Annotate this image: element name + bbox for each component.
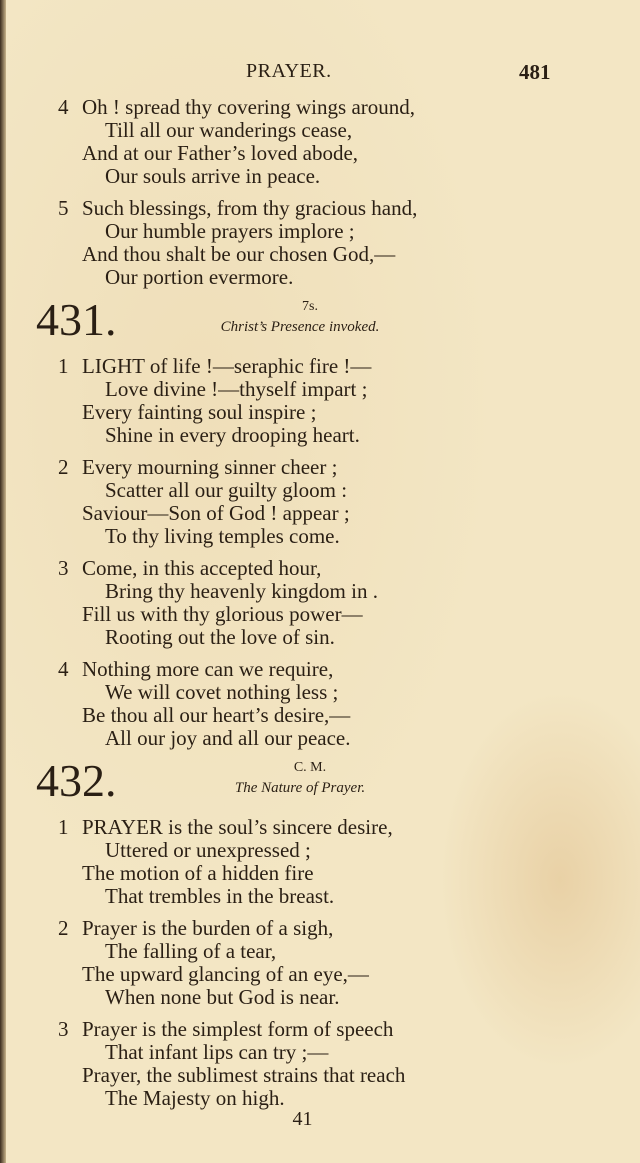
section-title: PRAYER. [246, 60, 332, 82]
verse-line [0, 220, 640, 243]
page-body [0, 96, 640, 1119]
verse-text: And thou shalt be our chosen God,— [82, 242, 396, 266]
verse-line [0, 502, 640, 525]
verse-line [0, 917, 640, 940]
verse-text: PRAYER is the soul’s sincere desire, [82, 815, 393, 839]
verse-text: Every fainting soul inspire ; [82, 400, 317, 424]
verse-line [0, 885, 640, 908]
verse-line [0, 1041, 640, 1064]
verse-line [0, 681, 640, 704]
stanza-number: 1 [58, 815, 69, 839]
stanza-number: 3 [58, 556, 69, 580]
verse-text: The falling of a tear, [105, 939, 277, 963]
hymn-heading [0, 294, 640, 355]
verse-text: Our portion evermore. [105, 265, 294, 289]
verse-text: Prayer is the burden of a sigh, [82, 916, 334, 940]
verse-text: Every mourning sinner cheer ; [82, 455, 338, 479]
stanza-number: 1 [58, 354, 69, 378]
stanza [0, 96, 640, 188]
verse-text: Our humble prayers implore ; [105, 219, 355, 243]
verse-line [0, 479, 640, 502]
stanza-number: 2 [58, 916, 69, 940]
verse-line [0, 580, 640, 603]
page-number: 481 [519, 60, 551, 84]
verse-text: Shine in every drooping heart. [105, 423, 360, 447]
verse-line [0, 266, 640, 289]
verse-line [0, 243, 640, 266]
verse-line [0, 165, 640, 188]
verse-text: Prayer, the sublimest strains that reach [82, 1063, 406, 1087]
verse-line [0, 704, 640, 727]
verse-text: The motion of a hidden fire [82, 861, 314, 885]
signature-mark: 41 [292, 1108, 313, 1130]
stanza [0, 557, 640, 649]
hymn-meter: C. M. [293, 760, 327, 775]
verse-line [0, 96, 640, 119]
stanza [0, 658, 640, 750]
verse-text: We will covet nothing less ; [105, 680, 339, 704]
verse-text: Oh ! spread thy covering wings around, [82, 95, 416, 119]
verse-line [0, 816, 640, 839]
verse-line [0, 401, 640, 424]
verse-line [0, 603, 640, 626]
verse-text: The Majesty on high. [105, 1086, 285, 1110]
verse-text: That infant lips can try ;— [105, 1040, 329, 1064]
verse-line [0, 963, 640, 986]
verse-text: And at our Father’s loved abode, [82, 141, 359, 165]
verse-text: Saviour—Son of God ! appear ; [82, 501, 350, 525]
stanza-number: 4 [58, 657, 69, 681]
stanza [0, 917, 640, 1009]
verse-line [0, 456, 640, 479]
verse-line [0, 525, 640, 548]
verse-text: Love divine !—thyself impart ; [105, 377, 368, 401]
verse-line [0, 557, 640, 580]
verse-line [0, 424, 640, 447]
verse-text: Our souls arrive in peace. [105, 164, 321, 188]
hymn-number: 431. [36, 294, 117, 345]
running-head [0, 60, 640, 86]
verse-text: Prayer is the simplest form of speech [82, 1017, 394, 1041]
verse-line [0, 839, 640, 862]
verse-text: Till all our wanderings cease, [105, 118, 353, 142]
verse-text: Fill us with thy glorious power— [82, 602, 363, 626]
stanza [0, 456, 640, 548]
stanza-number: 3 [58, 1017, 69, 1041]
verse-text: Come, in this accepted hour, [82, 556, 322, 580]
verse-line [0, 1087, 640, 1110]
hymn-title: Christ’s Presence invoked. [220, 319, 380, 335]
hymn-heading [0, 755, 640, 816]
verse-text: Bring thy heavenly kingdom in . [105, 579, 378, 603]
verse-line [0, 378, 640, 401]
verse-line [0, 626, 640, 649]
verse-line [0, 862, 640, 885]
verse-line [0, 142, 640, 165]
stanza-number: 4 [58, 95, 69, 119]
verse-line [0, 1064, 640, 1087]
hymn-meter: 7s. [302, 299, 318, 314]
hymn-title: The Nature of Prayer. [234, 780, 366, 796]
verse-line [0, 355, 640, 378]
stanza [0, 355, 640, 447]
stanza [0, 1018, 640, 1110]
verse-text: Rooting out the love of sin. [105, 625, 335, 649]
stanza-number: 2 [58, 455, 69, 479]
stanza [0, 816, 640, 908]
verse-text: To thy living temples come. [105, 524, 340, 548]
verse-line [0, 1018, 640, 1041]
verse-line [0, 986, 640, 1009]
verse-text: LIGHT of life !—seraphic fire !— [82, 354, 372, 378]
verse-text: Be thou all our heart’s desire,— [82, 703, 351, 727]
verse-text: All our joy and all our peace. [105, 726, 351, 750]
verse-line [0, 727, 640, 750]
verse-text: Uttered or unexpressed ; [105, 838, 311, 862]
verse-text: Such blessings, from thy gracious hand, [82, 196, 418, 220]
verse-line [0, 197, 640, 220]
verse-line [0, 119, 640, 142]
verse-text: Scatter all our guilty gloom : [105, 478, 348, 502]
verse-text: When none but God is near. [105, 985, 340, 1009]
stanza [0, 197, 640, 289]
verse-text: That trembles in the breast. [105, 884, 335, 908]
verse-text: The upward glancing of an eye,— [82, 962, 369, 986]
hymn-number: 432. [36, 755, 117, 806]
verse-text: Nothing more can we require, [82, 657, 334, 681]
stanza-number: 5 [58, 196, 69, 220]
verse-line [0, 940, 640, 963]
verse-line [0, 658, 640, 681]
